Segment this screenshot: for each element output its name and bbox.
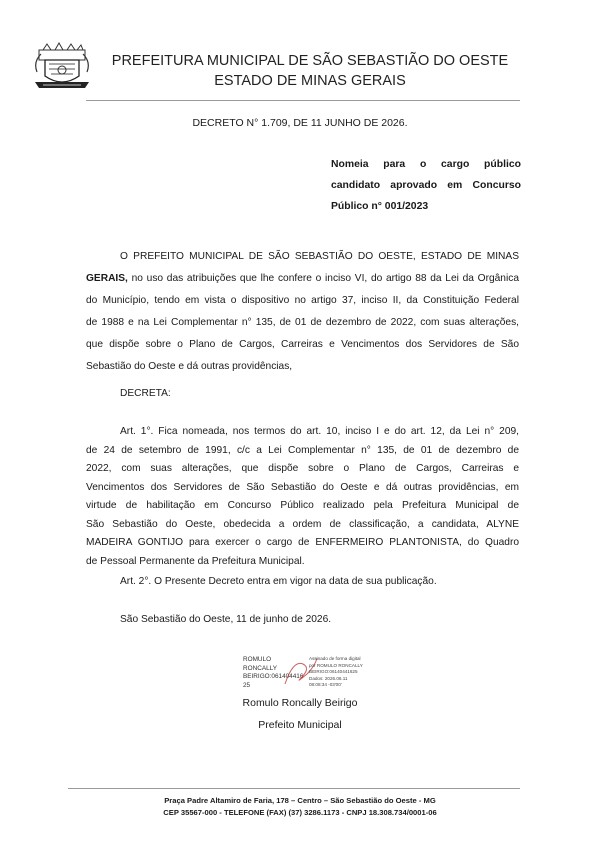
place-date: São Sebastião do Oeste, 11 de junho de 2026. (120, 614, 332, 625)
signature-text: Dados: 2026.06.11 (309, 675, 348, 681)
signer-name: Romulo Roncally Beirigo (242, 697, 358, 709)
preamble-paragraph (86, 246, 519, 378)
signature-text: RONCALLY (243, 664, 277, 672)
article-2: Art. 2°. O Presente Decreto entra em vigor na data de sua publicação. (120, 576, 437, 587)
ementa (331, 154, 521, 217)
preamble-line: O PREFEITO MUNICIPAL DE SÃO SEBASTIÃO DO OESTE, ESTADO DE MINAS (120, 251, 519, 262)
ementa-line: Público n° 001/2023 (331, 201, 429, 212)
signature-text: ROMULO (243, 656, 272, 663)
article-1-line: virtude de habilitação em Concurso Público realizado pela Prefeitura Municipal de (86, 500, 519, 511)
footer-divider (68, 788, 520, 789)
preamble-line: do Município, tendo em vista o dispositivo no artigo 37, inciso II, da Constituição Federal (86, 295, 519, 306)
preamble-text: no uso das atribuições que lhe confere o inciso VI, do artigo 88 da Lei da Orgânica (127, 273, 519, 284)
article-1-line: de 24 de setembro de 1991, c/c a Lei Complementar n° 135, de 01 de dezembro de (86, 444, 519, 456)
preamble-line (86, 268, 519, 290)
header-divider (86, 100, 520, 101)
decree-title: DECRETO N° 1.709, DE 11 JUNHO DE 2026. (192, 117, 408, 129)
article-1-line: MADEIRA GONTIJO para exercer o cargo de ENFERMEIRO PLANTONISTA, do Quadro (86, 537, 519, 548)
signer-role: Prefeito Municipal (258, 719, 342, 731)
signature-text: por ROMULO RONCALLY (309, 662, 363, 668)
signature-details (309, 656, 387, 689)
ementa-line: Nomeia para o cargo público (331, 159, 521, 170)
signature-text: BEIRIGO:061404416 (243, 673, 304, 681)
signature-text: 08:08:34 -03'00' (309, 682, 342, 688)
footer-contact: CEP 35567-000 - TELEFONE (FAX) (37) 3286.1173 - CNPJ 18.308.734/0001-06 (163, 808, 437, 817)
preamble-line: de 1988 e na Lei Complementar n° 135, de 01 de dezembro de 2022, com suas alterações, (86, 317, 519, 328)
signature-text: Assinado de forma digital (309, 656, 361, 661)
municipality-title: PREFEITURA MUNICIPAL DE SÃO SEBASTIÃO DO OESTE (111, 53, 509, 69)
signature-text: BEIRIGO:06140441625 (309, 669, 358, 675)
article-1-line: 2022, com suas alterações, que dispõe sobre o Plano de Cargos, Carreiras e (86, 463, 519, 474)
state-title: ESTADO DE MINAS GERAIS (214, 73, 406, 89)
ementa-line: candidato aprovado em Concurso (331, 180, 521, 191)
footer-address: Praça Padre Altamiro de Faria, 178 – Centro – São Sebastião do Oeste - MG (164, 796, 436, 805)
coat-of-arms-logo (33, 42, 91, 92)
article-1-line: São Sebastião do Oeste, obedecida a ordem de classificação, a candidata, ALYNE (86, 518, 519, 530)
decreta-label: DECRETA: (120, 388, 171, 399)
article-1-line: Art. 1°. Fica nomeada, nos termos do art. 10, inciso I e do art. 12, da Lei n° 209, (120, 426, 519, 437)
preamble-line: que dispõe sobre o Plano de Cargos, Carreiras e Vencimentos dos Servidores de São (86, 339, 519, 350)
article-1 (86, 423, 519, 571)
preamble-line: Sebastião do Oeste e dá outras providências, (86, 361, 293, 372)
article-1-line: Vencimentos dos Servidores de São Sebastião do Oeste e dá outras providências, em (86, 481, 519, 493)
article-1-line: de Pessoal Permanente da Prefeitura Municipal. (86, 555, 305, 567)
signature-text: 25 (243, 681, 251, 689)
preamble-bold: GERAIS, (86, 273, 128, 284)
